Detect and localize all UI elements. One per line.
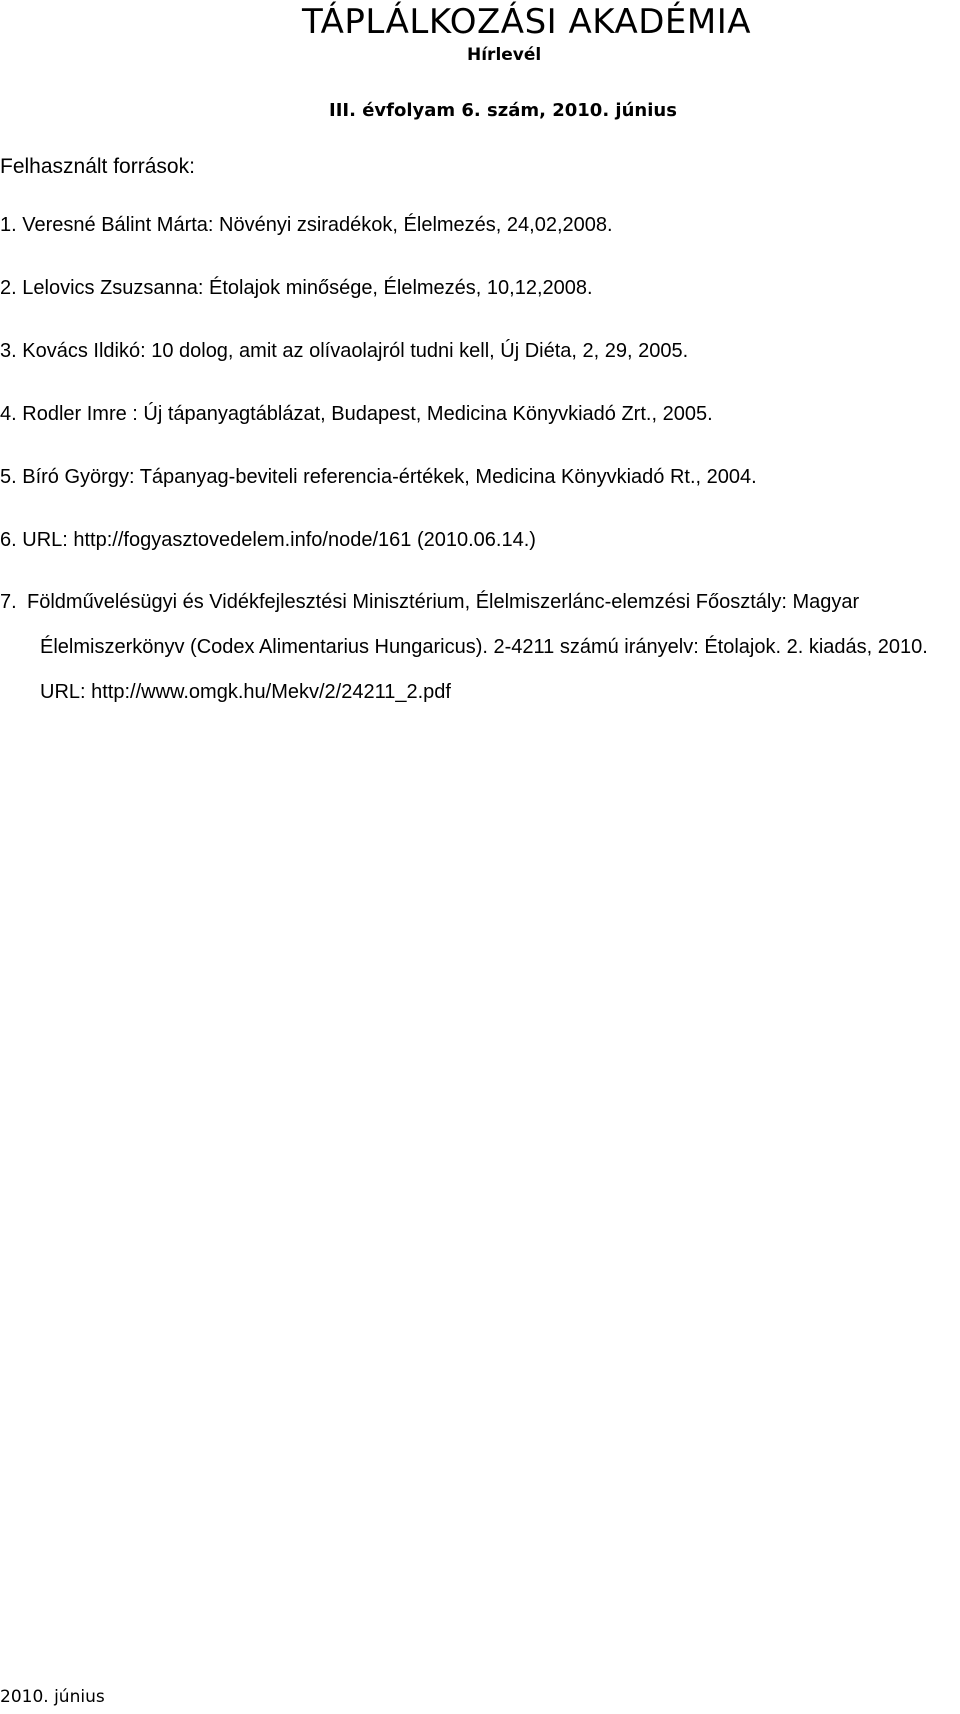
reference-item [0,523,960,558]
reference-item [0,271,960,306]
reference-item [0,460,960,495]
reference-text: URL: http://fogyasztovedelem.info/node/161 (2010.06.14.) [22,529,536,551]
reference-item [0,334,960,369]
issue-info: III. évfolyam 6. szám, 2010. június [329,100,677,121]
reference-number: 2. [0,277,17,299]
reference-item [0,208,960,243]
reference-text: Veresné Bálint Márta: Növényi zsiradékok, Élelmezés, 24,02,2008. [22,214,613,236]
reference-number: 6. [0,529,17,551]
reference-text: Földművelésügyi és Vidékfejlesztési Minisztérium, Élelmiszerlánc-elemzési Főosztály: Magyar Élelmiszerkönyv (Codex Alimentarius Hungaricus). 2-4211 számú irányelv: Étolajok. 2. kiadás, 2010. URL: http://www.omgk.hu/Mekv/2/24211_2.pdf [27,591,928,703]
newsletter-title: TÁPLÁLKOZÁSI AKADÉMIA [302,2,751,42]
reference-number: 3. [0,340,17,362]
reference-number: 1. [0,214,17,236]
reference-number: 7. [0,591,17,613]
reference-item [0,397,960,432]
references-heading: Felhasznált források: [0,155,195,178]
reference-text: Lelovics Zsuzsanna: Étolajok minősége, Élelmezés, 10,12,2008. [22,277,593,299]
reference-number: 5. [0,466,17,488]
reference-text: Bíró György: Tápanyag-beviteli referencia-értékek, Medicina Könyvkiadó Rt., 2004. [22,466,757,488]
reference-number: 4. [0,403,17,425]
footer-date: 2010. június [0,1687,105,1707]
reference-text: Kovács Ildikó: 10 dolog, amit az olívaolajról tudni kell, Új Diéta, 2, 29, 2005. [22,340,689,362]
reference-item [0,580,960,715]
reference-text: Rodler Imre : Új tápanyagtáblázat, Budapest, Medicina Könyvkiadó Zrt., 2005. [22,403,713,425]
references-list [0,208,960,743]
newsletter-subtitle: Hírlevél [467,45,542,65]
